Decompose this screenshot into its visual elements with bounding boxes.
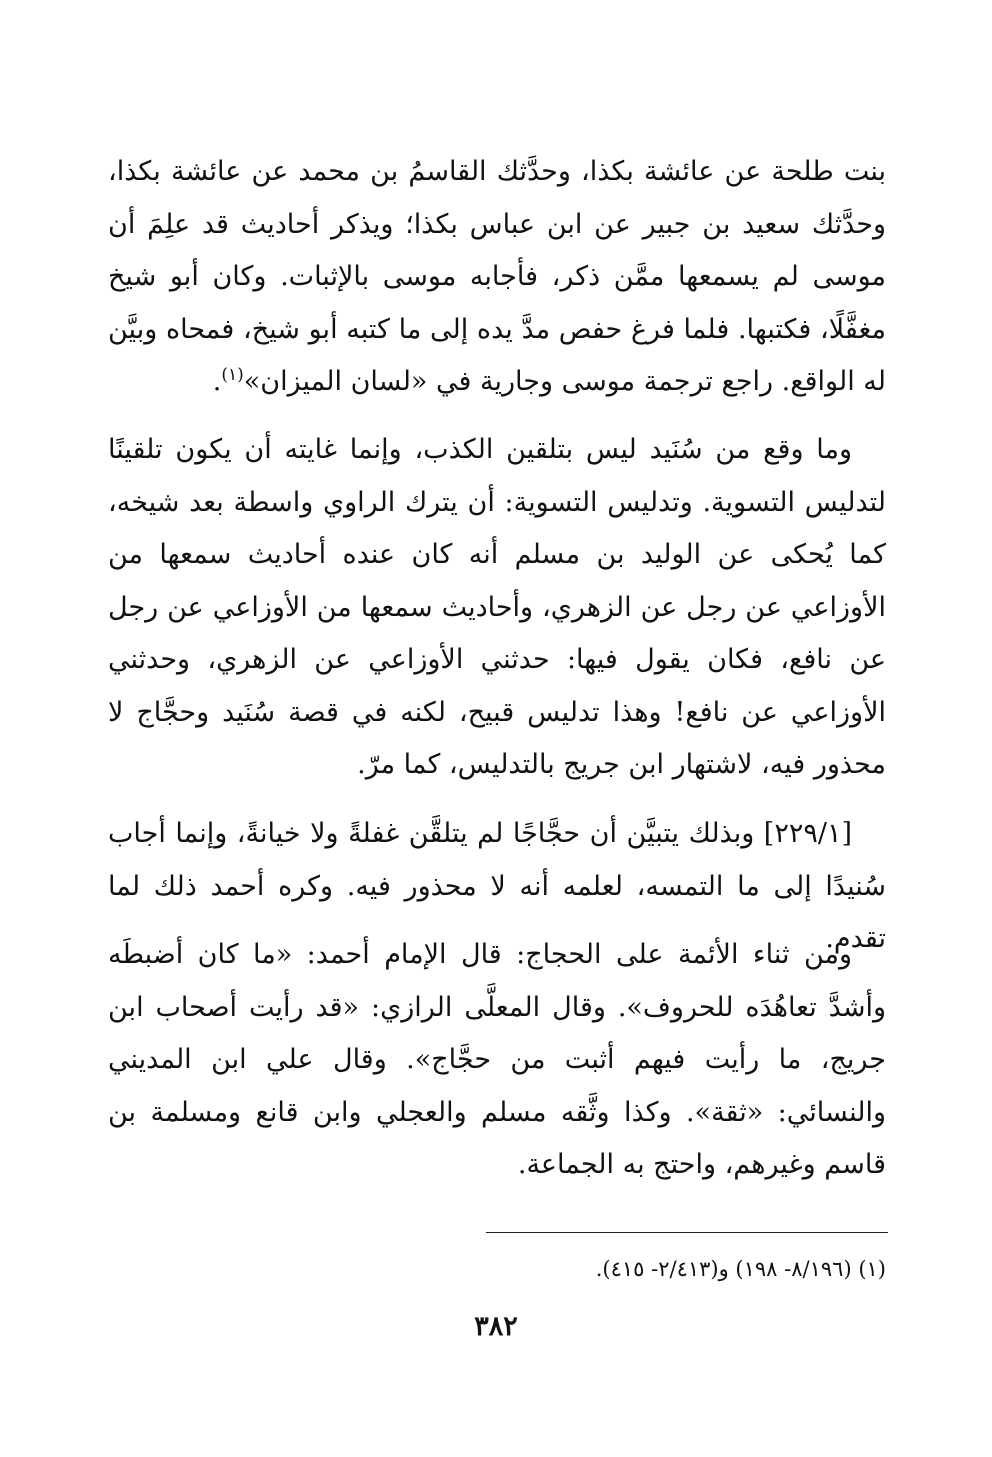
footnote-divider <box>486 1232 888 1233</box>
paragraph-1-text: بنت طلحة عن عائشة بكذا، وحدَّثك القاسمُ بن محمد عن عائشة بكذا، وحدَّثك سعيد بن جبير عن ابن عباس بكذا؛ ويذكر أحاديث قد علِمَ أن موسى لم يسمعها ممَّن ذكر، فأجابه موسى بالإثبات. وكان أبو شيخ مغفَّلًا، فكتبها. فلما فرغ حفص مدَّ يده إلى ما كتبه أبو شيخ، فمحاه وبيَّن له الواقع. راجع ترجمة موسى وجارية في «لسان الميزان» <box>108 156 886 397</box>
paragraph-4-text: ومن ثناء الأئمة على الحجاج: قال الإمام أحمد: «ما كان أضبطَه وأشدَّ تعاهُدَه للحروف». وقال المعلَّى الرازي: «قد رأيت أصحاب ابن جريج، ما رأيت فيهم أثبت من حجَّاج». وقال علي ابن المديني والنسائي: «ثقة». وكذا وثَّقه مسلم والعجلي وابن قانع ومسلمة بن قاسم وغيرهم، واحتج به الجماعة. <box>108 939 886 1180</box>
paragraph-3-text: [٢٢٩/١] وبذلك يتبيَّن أن حجَّاجًا لم يتلقَّن غفلةً ولا خيانةً، وإنما أجاب سُنيدًا إلى ما التمسه، لعلمه أنه لا محذور فيه. وكره أحمد ذلك لما تقدم. <box>108 818 886 954</box>
footnote: (١) (٨/١٩٦- ١٩٨) و(٢/٤١٣- ٤١٥). <box>595 1257 886 1281</box>
paragraph-1 <box>108 146 886 409</box>
paragraph-4 <box>108 929 886 1192</box>
footnote-marker[interactable]: (١) <box>221 365 244 385</box>
page-number: ٣٨٢ <box>474 1311 518 1342</box>
paragraph-2 <box>108 424 886 792</box>
paragraph-2-text: وما وقع من سُنَيد ليس بتلقين الكذب، وإنما غايته أن يكون تلقينًا لتدليس التسوية. وتدليس التسوية: أن يترك الراوي واسطة بعد شيخه، كما يُحكى عن الوليد بن مسلم أنه كان عنده أحاديث سمعها من الأوزاعي عن رجل عن الزهري، وأحاديث سمعها من الأوزاعي عن رجل عن نافع، فكان يقول فيها: حدثني الأوزاعي عن الزهري، وحدثني الأوزاعي عن نافع! وهذا تدليس قبيح، لكنه في قصة سُنَيد وحجَّاج لا محذور فيه، لاشتهار ابن جريج بالتدليس، كما مرّ. <box>108 434 886 780</box>
paragraph-1-end: . <box>212 366 222 397</box>
